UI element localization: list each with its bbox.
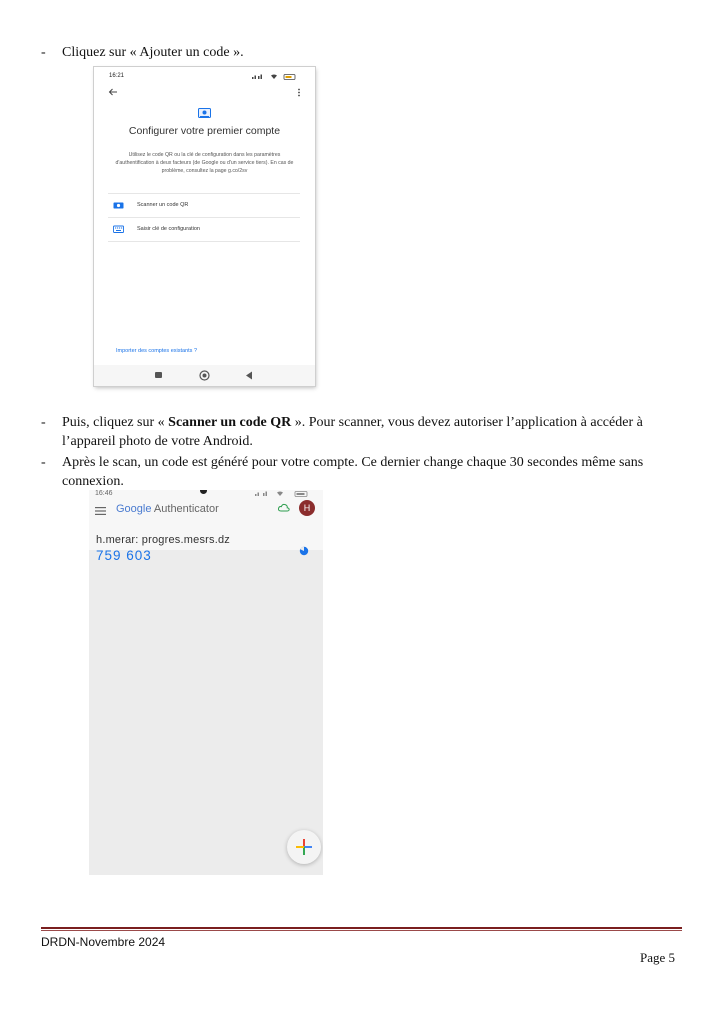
app-title [116,503,219,515]
back-nav-icon[interactable] [245,371,253,380]
footer-left-text: DRDN-Novembre 2024 [41,935,166,949]
status-icons [252,74,300,80]
bullet-2 [0,413,724,453]
account-name: h.merar: progres.mesrs.dz [96,534,230,546]
timer-pie-icon [299,546,309,556]
bullet-2-line2: l’appareil photo de votre Android. [62,434,253,449]
screenshot-authenticator [89,490,323,875]
status-time: 16:46 [95,490,113,497]
bullet-2-post: ». Pour scanner, vous devez autoriser l’application à accéder à [291,415,643,430]
status-icons [255,491,310,497]
account-avatar[interactable]: H [299,500,315,516]
bullet-2-text [62,413,687,451]
authenticator-logo-icon [198,108,211,119]
bullet-3-line1: Après le scan, un code est généré pour votre compte. Ce dernier change chaque 30 secondes même sans [62,455,644,470]
footer-rule [41,927,682,929]
bullet-2-pre: Puis, cliquez sur « [62,415,169,430]
option-label: Saisir clé de configuration [137,226,200,232]
keyboard-icon [113,225,124,233]
bullet-1 [0,43,724,63]
screenshot-setup-account [94,67,315,386]
app-title-authenticator: Authenticator [151,503,219,515]
plus-icon [296,839,312,855]
home-icon[interactable] [199,370,210,381]
status-time: 16:21 [109,73,125,79]
app-title-google: Google [116,503,152,515]
bullet-2-bold: Scanner un code QR [168,415,292,430]
bullet-3-line2: connexion. [62,474,124,489]
menu-icon[interactable] [95,507,106,515]
import-accounts-link[interactable]: Importer des comptes existants ? [116,348,198,354]
option-enter-key[interactable] [108,217,300,242]
option-scan-qr[interactable] [108,193,300,218]
back-arrow-icon[interactable] [108,88,118,96]
cloud-sync-icon[interactable] [278,503,290,513]
setup-description: Utilisez le code QR ou la clé de configuration dans les paramètres d'authentification à deux facteurs (de Google ou d'un service tiers). En cas de problème, consultez la page g.co/2sv [115,152,294,175]
recent-apps-icon[interactable] [155,372,162,378]
bullet-3 [0,453,724,493]
footer-rule-thin [41,930,682,931]
setup-title: Configurer votre premier compte [128,125,281,137]
bullet-dash: - [41,455,46,470]
otp-code[interactable]: 759 603 [96,548,152,563]
divider [108,241,300,242]
add-code-fab[interactable] [287,830,321,864]
option-label: Scanner un code QR [137,202,189,208]
page-number: Page 5 [640,950,676,965]
bullet-3-text [62,453,687,491]
bullet-dash: - [41,45,46,60]
more-vert-icon[interactable] [297,88,301,97]
android-nav-bar [94,365,315,386]
bullet-1-text: Cliquez sur « Ajouter un code ». [62,45,244,60]
bullet-dash: - [41,415,46,430]
camera-icon [113,201,124,209]
